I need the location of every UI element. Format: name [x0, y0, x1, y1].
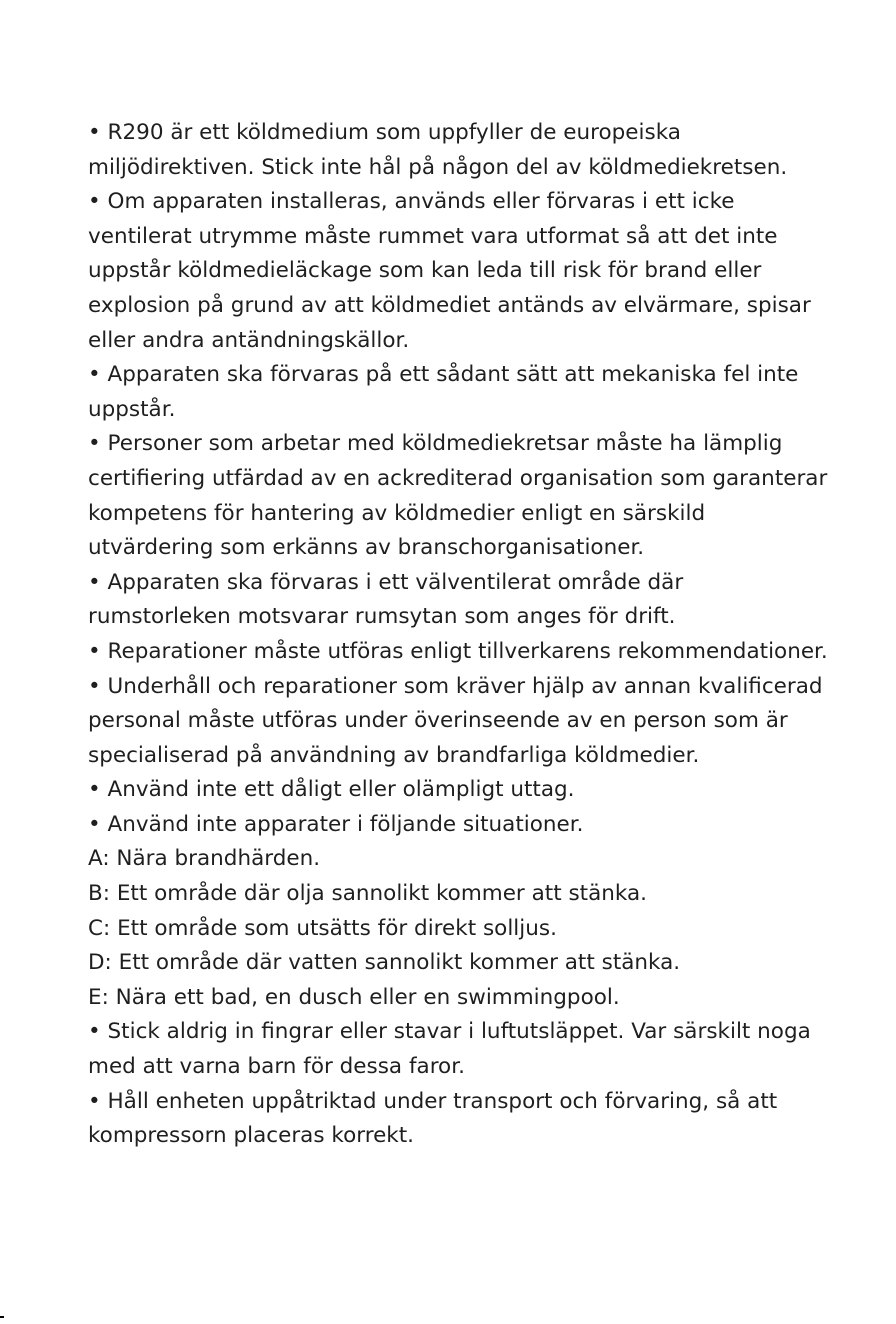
crop-mark: [0, 1316, 4, 1318]
text-line: • Underhåll och reparationer som kräver hjälp av annan kvalificerad: [88, 673, 823, 699]
text-line: • Använd inte ett dåligt eller olämpligt uttag.: [88, 777, 575, 803]
text-line: specialiserad på användning av brandfarliga köldmedier.: [88, 742, 700, 768]
text-line: explosion på grund av att köldmediet antänds av elvärmare, spisar: [88, 292, 811, 318]
text-line: eller andra antändningskällor.: [88, 327, 410, 353]
text-line: • R290 är ett köldmedium som uppfyller de europeiska: [88, 120, 681, 145]
text-line: E: Nära ett bad, en dusch eller en swimmingpool.: [88, 984, 620, 1010]
text-line: A: Nära brandhärden.: [88, 846, 321, 872]
text-line: • Använd inte apparater i följande situationer.: [88, 811, 584, 837]
text-line: rumstorleken motsvarar rumsytan som anges för drift.: [88, 604, 676, 630]
text-line: utvärdering som erkänns av branschorganisationer.: [88, 535, 645, 561]
text-line: D: Ett område där vatten sannolikt kommer att stänka.: [88, 950, 681, 976]
text-line: miljödirektiven. Stick inte hål på någon del av köldmediekretsen.: [88, 154, 788, 180]
text-line: kompetens för hantering av köldmedier enligt en särskild: [88, 500, 706, 526]
text-line: • Apparaten ska förvaras på ett sådant sätt att mekaniska fel inte: [88, 362, 799, 388]
text-line: • Stick aldrig in fingrar eller stavar i luftutsläppet. Var särskilt noga: [88, 1019, 811, 1045]
text-line: uppstår köldmedieläckage som kan leda till risk för brand eller: [88, 258, 762, 284]
text-line: B: Ett område där olja sannolikt kommer att stänka.: [88, 881, 647, 907]
text-line: kompressorn placeras korrekt.: [88, 1123, 415, 1149]
text-line: • Reparationer måste utföras enligt tillverkarens rekommendationer.: [88, 638, 828, 664]
text-line: • Apparaten ska förvaras i ett välventilerat område där: [88, 569, 684, 595]
text-line: • Om apparaten installeras, används eller förvaras i ett icke: [88, 189, 735, 215]
text-line: personal måste utföras under överinseende av en person som är: [88, 708, 788, 734]
text-line: certifiering utfärdad av en ackrediterad organisation som garanterar: [88, 465, 828, 491]
safety-instructions-text: [88, 116, 878, 1154]
text-line: uppstår.: [88, 396, 176, 422]
text-line: • Håll enheten uppåtriktad under transport och förvaring, så att: [88, 1088, 778, 1114]
text-line: C: Ett område som utsätts för direkt solljus.: [88, 915, 557, 941]
text-line: med att varna barn för dessa faror.: [88, 1054, 465, 1080]
text-line: ventilerat utrymme måste rummet vara utformat så att det inte: [88, 223, 778, 249]
text-line: • Personer som arbetar med köldmediekretsar måste ha lämplig: [88, 431, 783, 457]
